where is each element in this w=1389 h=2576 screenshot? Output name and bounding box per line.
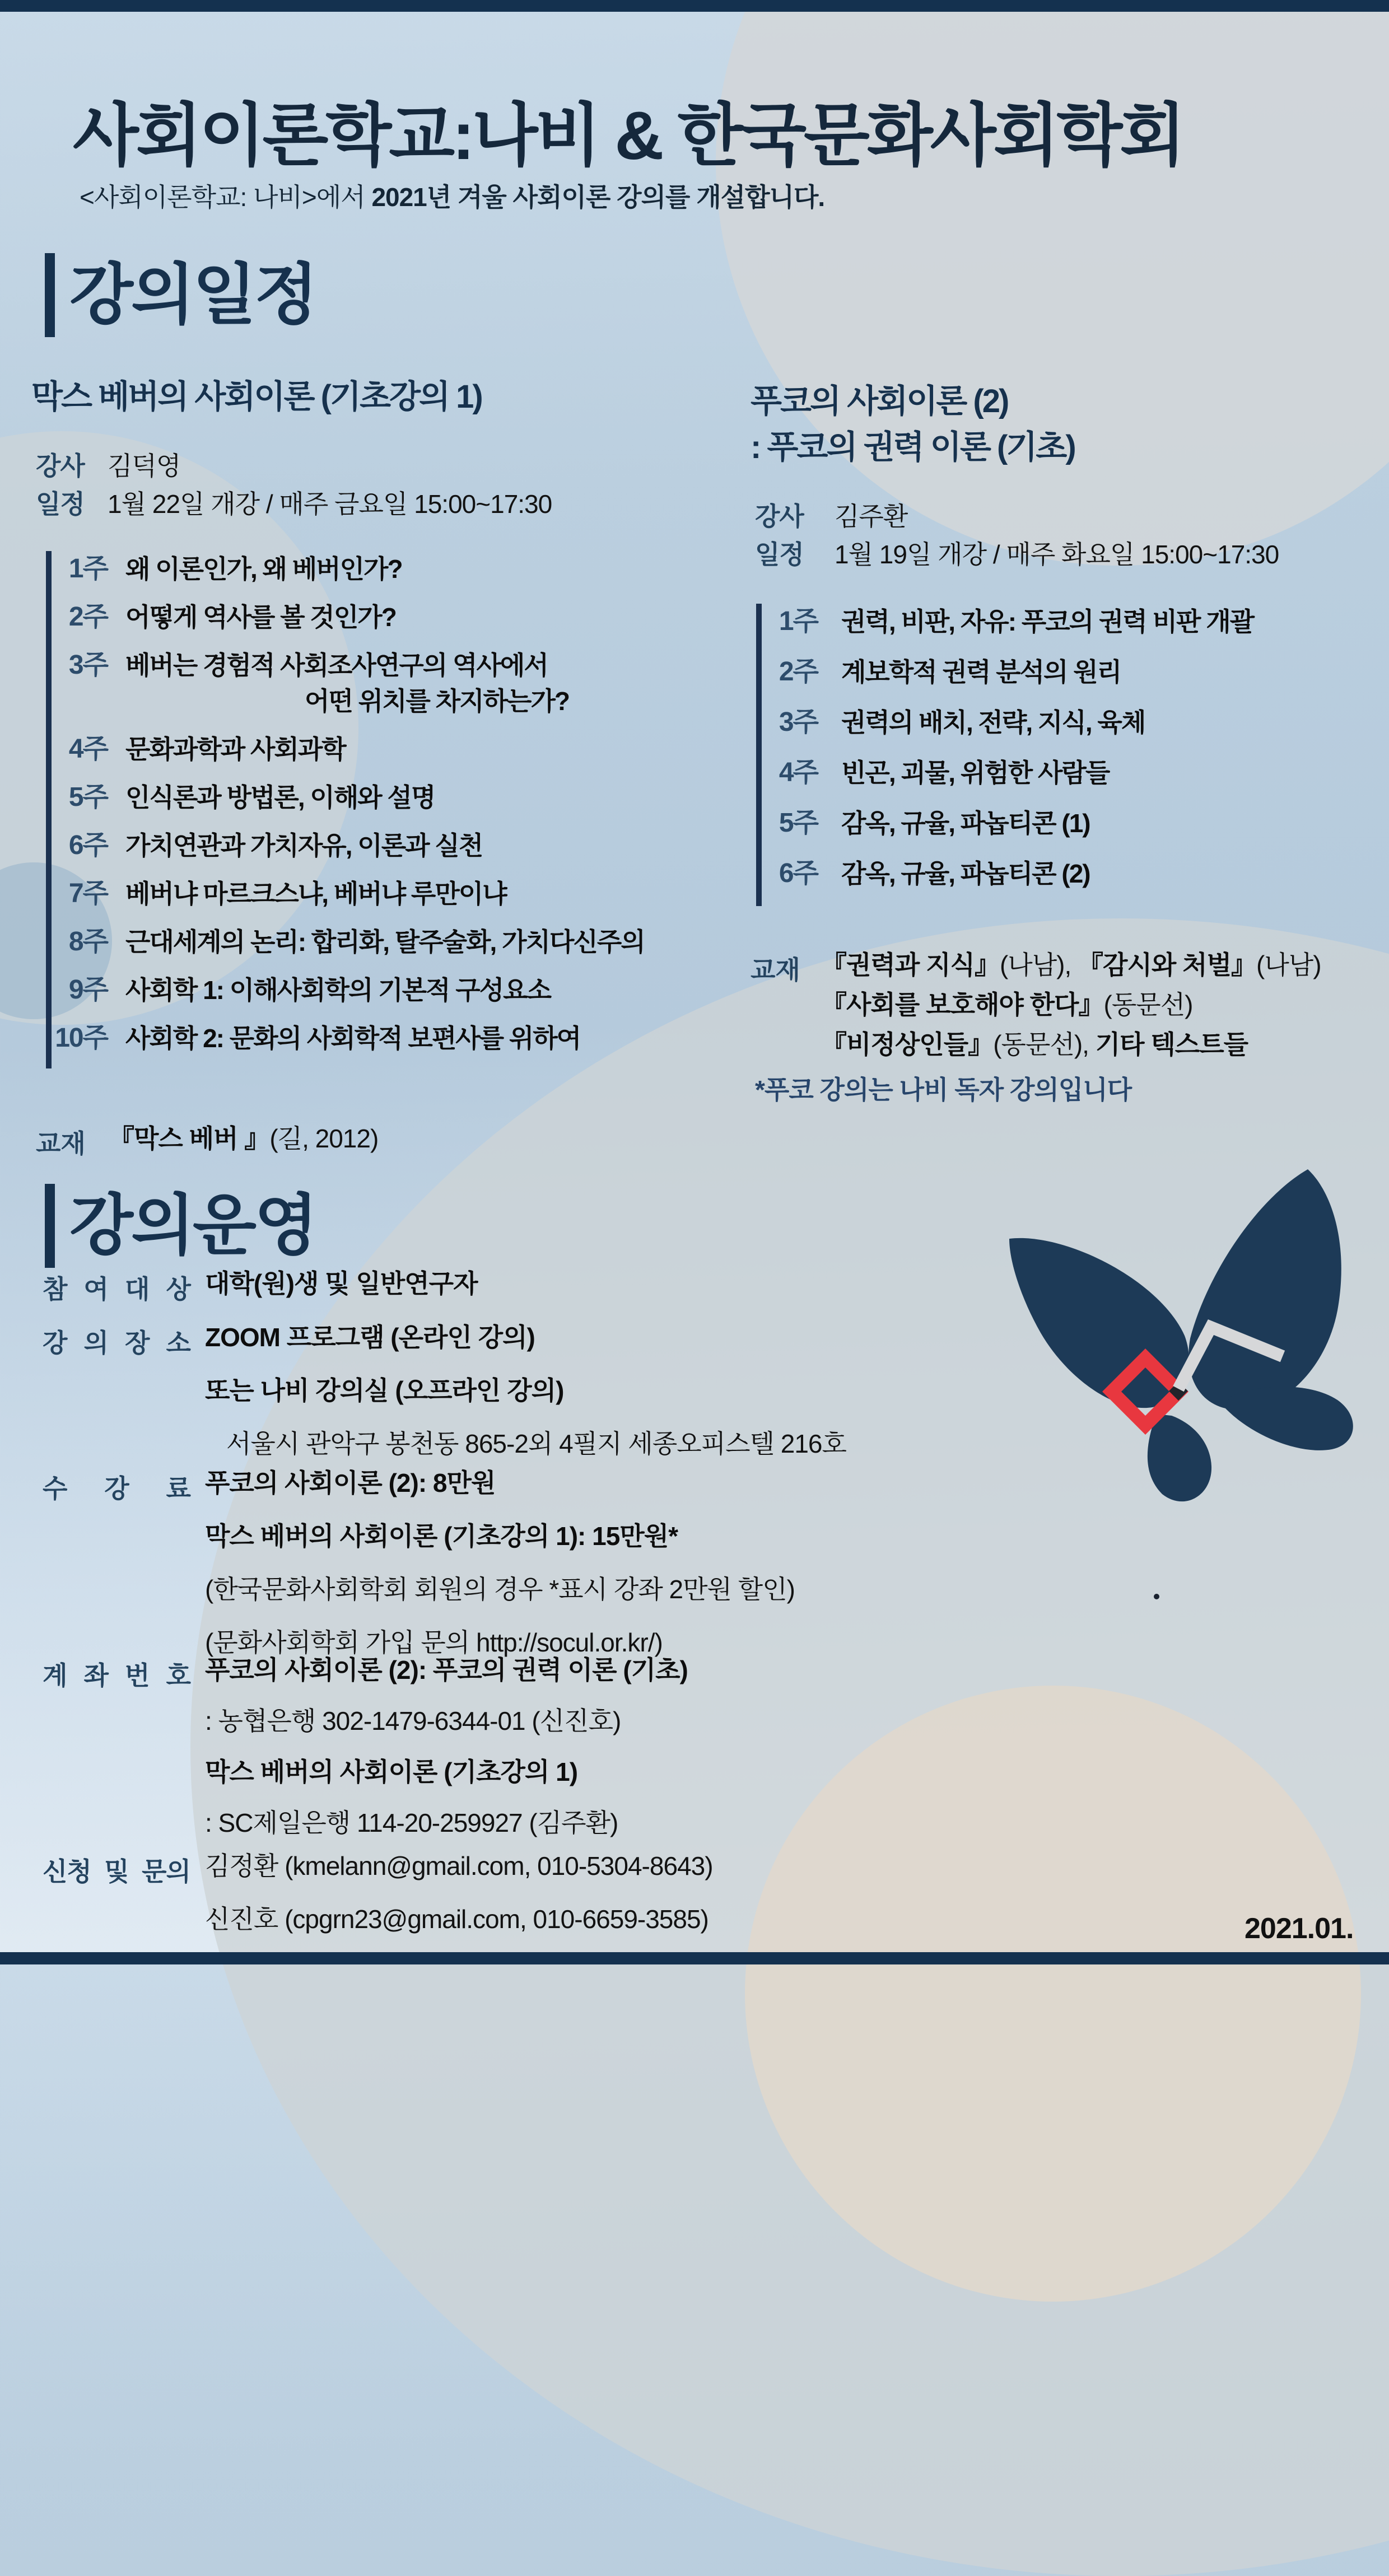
textbook-value xyxy=(109,1123,378,1160)
top-bar xyxy=(0,0,1389,12)
text-segment: 신진호 (cpgrn23@gmail.com, 010-6659-3585) xyxy=(205,1904,709,1934)
course-title-line1: 푸코의 사회이론 (2) xyxy=(751,383,1008,419)
week-row xyxy=(762,856,1389,892)
background-circle xyxy=(716,0,1389,566)
instructor-row xyxy=(36,446,180,483)
course-title-foucault xyxy=(751,379,1075,470)
week-topic-wrap xyxy=(125,828,482,864)
text-segment: 대학(원)생 및 일반연구자 xyxy=(205,1269,478,1298)
week-row xyxy=(52,731,757,767)
week-row xyxy=(762,805,1389,841)
week-row xyxy=(762,604,1389,640)
week-row xyxy=(52,599,757,635)
content-line xyxy=(205,1522,1045,1551)
butterfly-wing-lower-left xyxy=(1148,1414,1211,1501)
text-segment: 막스 베버의 사회이론 (기초강의 1): 15만원* xyxy=(205,1521,678,1551)
week-topic: 근대세계의 논리: 합리화, 탈주술화, 가치다신주의 xyxy=(125,927,645,956)
week-topic: 베버냐 마르크스냐, 베버냐 루만이냐 xyxy=(125,879,506,908)
textbook-row-weber xyxy=(36,1123,378,1160)
week-number: 7주 xyxy=(68,879,108,908)
op-label-participants: 참 여 대 상 xyxy=(43,1275,190,1304)
textbook-line xyxy=(751,950,1321,990)
content-line xyxy=(205,1808,1045,1838)
week-number: 2주 xyxy=(779,657,818,687)
week-row xyxy=(52,828,757,864)
week-topic: 권력, 비판, 자유: 푸코의 권력 비판 개괄 xyxy=(841,607,1254,636)
text-segment: 막스 베버의 사회이론 (기초강의 1) xyxy=(205,1757,578,1786)
op-label-contact: 신청 및 문의 xyxy=(43,1857,190,1886)
instructor-row xyxy=(755,496,907,533)
week-number: 6주 xyxy=(68,830,108,860)
week-topic-wrap xyxy=(841,654,1121,690)
schedule-label: 일정 xyxy=(36,489,85,519)
instructor-name: 김덕영 xyxy=(108,451,181,480)
week-topic-wrap xyxy=(841,755,1109,791)
week-topic: 어떻게 역사를 볼 것인가? xyxy=(125,603,396,632)
week-row xyxy=(52,924,757,960)
week-number: 2주 xyxy=(68,602,108,632)
week-list-weber xyxy=(46,551,757,1068)
week-number: 5주 xyxy=(779,808,818,838)
week-row xyxy=(52,647,757,719)
op-label-fee: 수 강 료 xyxy=(43,1474,190,1503)
content-line xyxy=(205,1905,1045,1934)
schedule-label: 일정 xyxy=(755,540,804,569)
textbook-label: 교재 xyxy=(36,1129,86,1158)
content-line xyxy=(205,1757,1045,1787)
foucault-note: *푸코 강의는 나비 독자 강의입니다 xyxy=(755,1075,1132,1104)
week-topic-wrap xyxy=(125,731,346,767)
week-number: 3주 xyxy=(68,650,108,680)
text-segment: : SC제일은행 114-20-259927 (김주환) xyxy=(205,1808,618,1837)
course-title-line2: : 푸코의 권력 이론 (기초) xyxy=(751,429,1075,465)
week-row xyxy=(762,704,1389,740)
content-line xyxy=(205,1376,1045,1406)
text-segment: (동문선), xyxy=(993,1030,1096,1060)
week-topic-wrap xyxy=(125,924,645,960)
content-line xyxy=(205,1468,1045,1498)
section-title-schedule: 강의일정 xyxy=(45,253,316,337)
op-content-contact xyxy=(205,1851,1045,1958)
instructor-label: 강사 xyxy=(755,502,804,531)
week-number: 9주 xyxy=(68,975,108,1005)
subtitle-emphasis: 2021년 겨울 사회이론 강의를 개설합니다. xyxy=(371,183,825,212)
week-topic: 감옥, 규율, 파놉티콘 (2) xyxy=(841,859,1090,888)
week-number: 4주 xyxy=(68,734,108,764)
content-line xyxy=(205,1706,1045,1736)
week-topic-wrap xyxy=(841,856,1090,892)
week-topic-cont: 어떤 위치를 차지하는가? xyxy=(305,687,570,716)
week-topic-wrap xyxy=(125,876,506,912)
op-content-account xyxy=(205,1655,1045,1859)
schedule-value: 1월 22일 개강 / 매주 금요일 15:00~17:30 xyxy=(108,489,552,519)
text-segment: ZOOM 프로그램 (온라인 강의) xyxy=(205,1323,535,1352)
text-segment: (한국문화사회학회 회원의 경우 *표시 강좌 2만원 할인) xyxy=(205,1574,795,1604)
week-topic-wrap xyxy=(125,972,551,1008)
butterfly-wing-upper-right xyxy=(1188,1169,1341,1410)
issue-date: 2021.01. xyxy=(1244,1912,1354,1945)
op-content-venue xyxy=(205,1323,1045,1482)
op-content-fee xyxy=(205,1468,1045,1681)
week-list-foucault xyxy=(756,604,1389,906)
butterfly-logo xyxy=(991,1159,1383,1506)
week-topic: 빈곤, 괴물, 위험한 사람들 xyxy=(841,758,1110,787)
text-segment: 푸코의 사회이론 (2): 푸코의 권력 이론 (기초) xyxy=(205,1655,688,1684)
week-row xyxy=(52,972,757,1008)
page-title: 사회이론학교:나비 & 한국문화사회학회 xyxy=(73,97,1183,174)
week-topic: 계보학적 권력 분석의 원리 xyxy=(841,657,1121,687)
week-row xyxy=(52,551,757,587)
textbook-value xyxy=(821,950,1321,981)
course-title-weber: 막스 베버의 사회이론 (기초강의 1) xyxy=(31,379,482,415)
text-segment: 기타 텍스트들 xyxy=(1095,1030,1248,1060)
op-label-venue: 강 의 장 소 xyxy=(43,1328,190,1357)
content-line xyxy=(205,1575,1045,1604)
week-topic: 가치연관과 가치자유, 이론과 실천 xyxy=(125,831,483,860)
week-row xyxy=(762,755,1389,791)
text-segment: 또는 나비 강의실 (오프라인 강의) xyxy=(205,1375,564,1405)
text-segment: 김정환 (kmelann@gmail.com, 010-5304-8643) xyxy=(205,1851,713,1880)
week-number: 1주 xyxy=(779,606,818,636)
week-row xyxy=(52,1020,757,1056)
week-number: 10주 xyxy=(55,1023,108,1053)
text-segment: 『권력과 지식』 xyxy=(821,950,1000,979)
week-topic: 인식론과 방법론, 이해와 설명 xyxy=(125,783,435,812)
week-row xyxy=(762,654,1389,690)
subtitle-prefix: <사회이론학교: 나비>에서 xyxy=(80,183,372,212)
textbook-line xyxy=(821,1029,1321,1060)
schedule-value: 1월 19일 개강 / 매주 화요일 15:00~17:30 xyxy=(835,540,1279,569)
content-line xyxy=(205,1655,1045,1685)
week-topic: 감옥, 규율, 파놉티콘 (1) xyxy=(841,809,1090,838)
week-number: 8주 xyxy=(68,927,108,956)
week-topic: 권력의 배치, 전략, 지식, 육체 xyxy=(841,708,1145,737)
op-content-participants xyxy=(205,1269,1045,1322)
text-segment: (길, 2012) xyxy=(269,1124,379,1153)
op-label-account: 계 좌 번 호 xyxy=(43,1661,190,1690)
textbook-label: 교재 xyxy=(751,955,800,984)
butterfly-wing-lower-right xyxy=(1225,1387,1353,1450)
week-number: 4주 xyxy=(779,758,818,787)
dot-mark xyxy=(1154,1594,1159,1599)
week-row xyxy=(52,780,757,815)
textbook-block-foucault xyxy=(751,950,1321,1070)
textbook-line xyxy=(821,990,1321,1020)
text-segment: (동문선) xyxy=(1103,990,1193,1020)
week-topic: 왜 이론인가, 왜 베버인가? xyxy=(125,554,402,584)
content-line xyxy=(226,1429,1045,1459)
text-segment: 『사회를 보호해야 한다』 xyxy=(821,990,1104,1020)
week-topic-wrap xyxy=(841,805,1090,841)
content-line xyxy=(205,1851,1045,1881)
week-number: 3주 xyxy=(779,707,818,737)
instructor-name: 김주환 xyxy=(835,502,908,531)
content-line xyxy=(205,1628,1045,1658)
text-segment: 『막스 베버 』 xyxy=(109,1124,270,1153)
week-row xyxy=(52,876,757,912)
week-topic: 문화과학과 사회과학 xyxy=(125,735,346,764)
week-topic: 사회학 1: 이해사회학의 기본적 구성요소 xyxy=(125,976,551,1005)
text-segment: 서울시 관악구 봉천동 865-2외 4필지 세종오피스텔 216호 xyxy=(226,1429,846,1458)
week-topic-wrap xyxy=(841,704,1145,740)
week-topic-wrap xyxy=(125,780,435,815)
week-topic-wrap xyxy=(125,551,402,587)
schedule-row xyxy=(36,484,552,521)
week-number: 5주 xyxy=(68,782,108,812)
content-line xyxy=(205,1323,1045,1352)
text-segment: (나남), xyxy=(999,950,1078,979)
text-segment: 『감시와 처벌』 xyxy=(1078,950,1257,979)
week-number: 6주 xyxy=(779,858,818,888)
text-segment: (나남) xyxy=(1256,950,1321,979)
week-topic: 베버는 경험적 사회조사연구의 역사에서 xyxy=(125,651,548,680)
week-topic-wrap xyxy=(125,599,396,635)
schedule-row xyxy=(755,534,1279,571)
text-segment: 『비정상인들』 xyxy=(821,1030,994,1060)
content-line xyxy=(205,1269,1045,1299)
text-segment: : 농협은행 302-1479-6344-01 (신진호) xyxy=(205,1706,621,1735)
page-subtitle xyxy=(80,177,824,214)
text-segment: 푸코의 사회이론 (2): 8만원 xyxy=(205,1468,496,1497)
text-segment: (문화사회학회 가입 문의 http://socul.or.kr/) xyxy=(205,1627,663,1657)
week-number: 1주 xyxy=(68,554,108,584)
section-title-operation: 강의운영 xyxy=(45,1184,316,1268)
week-topic-wrap xyxy=(125,1020,580,1056)
instructor-label: 강사 xyxy=(36,451,85,480)
week-topic-wrap xyxy=(841,604,1253,640)
week-topic: 사회학 2: 문화의 사회학적 보편사를 위하여 xyxy=(125,1024,581,1053)
week-topic-wrap xyxy=(125,647,569,719)
